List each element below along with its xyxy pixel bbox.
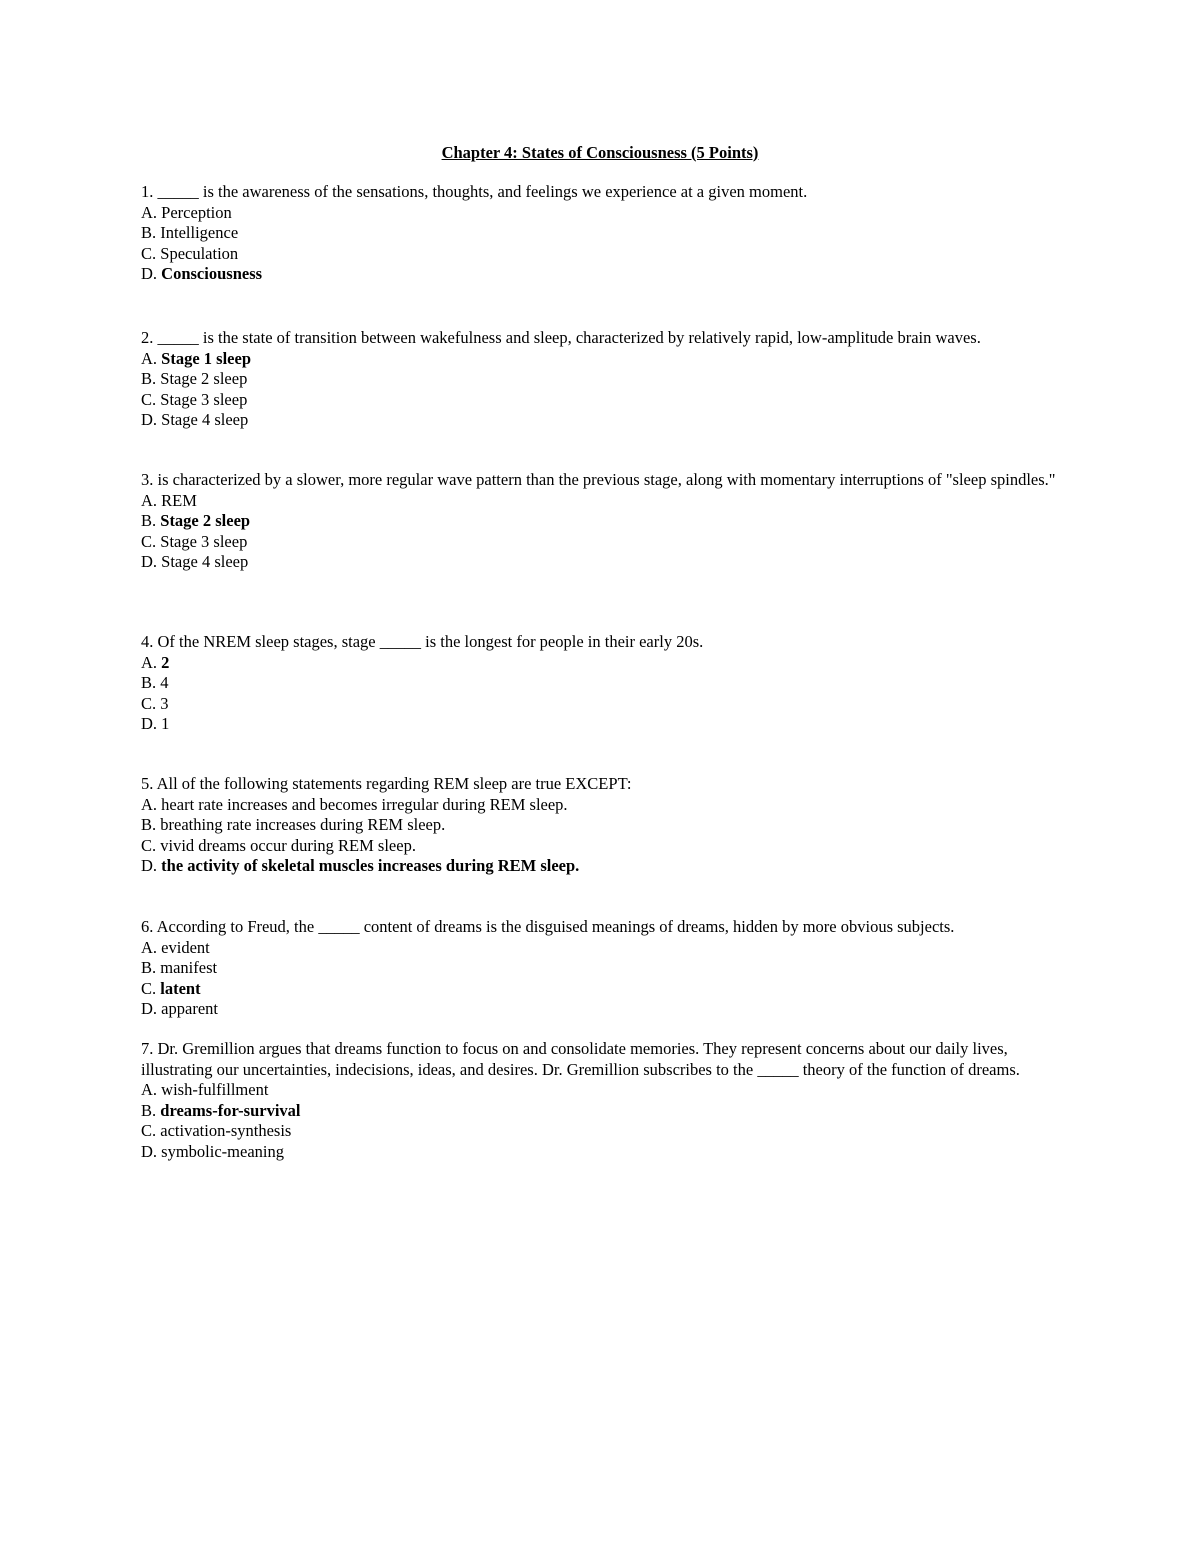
option-b: B. manifest bbox=[141, 958, 218, 977]
option-c: C. Stage 3 sleep bbox=[141, 389, 248, 409]
page-title: Chapter 4: States of Consciousness (5 Points) bbox=[441, 143, 759, 162]
question-1 bbox=[141, 182, 1061, 285]
question-stem: 6. According to Freud, the _____ content of dreams is the disguised meanings of dreams, hidden by more obvious subjects. bbox=[141, 917, 955, 936]
option-c: C. 3 bbox=[141, 693, 169, 713]
option-a-correct: A. Stage 1 sleep bbox=[141, 348, 251, 368]
option-d: D. Stage 4 sleep bbox=[141, 552, 249, 571]
option-a: A. wish-fulfillment bbox=[141, 1080, 269, 1099]
option-a: A. Perception bbox=[141, 202, 232, 222]
question-stem: 7. Dr. Gremillion argues that dreams function to focus on and consolidate memories. They represent concerns about our daily lives, illustrating our uncertainties, indecisions, ideas, and desires. Dr. Gremillion subscribes to the _____ theory of the function of dreams. bbox=[141, 1039, 1020, 1079]
question-4 bbox=[141, 632, 1061, 735]
question-7 bbox=[141, 1039, 1061, 1162]
option-d: D. symbolic-meaning bbox=[141, 1141, 284, 1161]
option-c: C. vivid dreams occur during REM sleep. bbox=[141, 835, 416, 855]
question-stem: 4. Of the NREM sleep stages, stage _____ is the longest for people in their early 20s. bbox=[141, 632, 704, 651]
option-a: A. REM bbox=[141, 490, 197, 510]
option-d-correct: D. Consciousness bbox=[141, 264, 263, 283]
question-3 bbox=[141, 470, 1061, 573]
option-b: B. 4 bbox=[141, 673, 169, 692]
option-c-correct: C. latent bbox=[141, 978, 201, 998]
option-a: A. heart rate increases and becomes irregular during REM sleep. bbox=[141, 794, 568, 814]
question-stem: 5. All of the following statements regarding REM sleep are true EXCEPT: bbox=[141, 774, 632, 793]
option-b-correct: B. Stage 2 sleep bbox=[141, 511, 251, 530]
option-d: D. Stage 4 sleep bbox=[141, 410, 249, 429]
option-c: C. activation-synthesis bbox=[141, 1121, 292, 1140]
option-a-correct: A. 2 bbox=[141, 652, 170, 672]
option-b: B. Intelligence bbox=[141, 223, 239, 242]
option-d: D. 1 bbox=[141, 714, 170, 733]
option-b-correct: B. dreams-for-survival bbox=[141, 1100, 301, 1120]
question-stem: 1. _____ is the awareness of the sensations, thoughts, and feelings we experience at a given moment. bbox=[141, 182, 808, 201]
question-5 bbox=[141, 774, 1061, 877]
option-c: C. Stage 3 sleep bbox=[141, 531, 248, 551]
question-stem: 3. is characterized by a slower, more regular wave pattern than the previous stage, along with momentary interruptions of "sleep spindles." bbox=[141, 470, 1056, 489]
option-d: D. apparent bbox=[141, 999, 218, 1018]
question-6 bbox=[141, 917, 1061, 1020]
option-a: A. evident bbox=[141, 937, 210, 957]
question-2 bbox=[141, 328, 1061, 431]
option-c: C. Speculation bbox=[141, 243, 239, 263]
option-d-correct: D. the activity of skeletal muscles increases during REM sleep. bbox=[141, 856, 580, 875]
option-b: B. Stage 2 sleep bbox=[141, 369, 248, 388]
question-stem: 2. _____ is the state of transition between wakefulness and sleep, characterized by relatively rapid, low-amplitude brain waves. bbox=[141, 328, 981, 347]
option-b: B. breathing rate increases during REM sleep. bbox=[141, 815, 446, 834]
